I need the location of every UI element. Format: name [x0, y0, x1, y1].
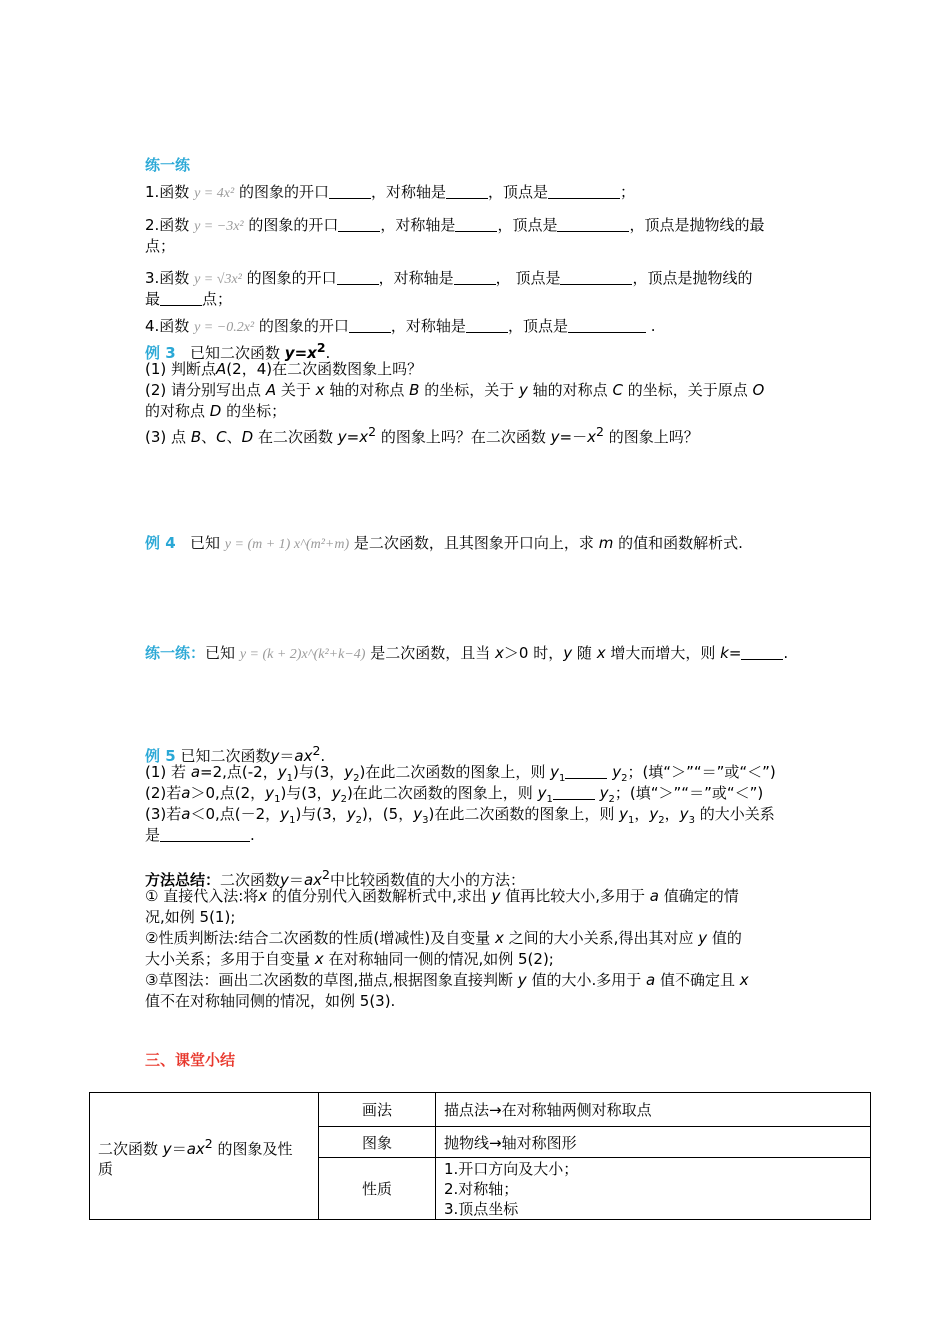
summary-row-head-graph: 图象 [319, 1127, 436, 1158]
formula-q3: y = √3x² [194, 272, 242, 287]
practice-question-2-cont: 点； [145, 237, 176, 255]
property-item: 3.顶点坐标 [444, 1199, 519, 1218]
summary-table [89, 1092, 871, 1220]
example-3-label: 例 3 [145, 344, 176, 362]
property-item: 2.对称轴； [444, 1179, 519, 1198]
method-summary-title: 方法总结：二次函数$y=ax^2$中比较函数值的大小的方法： [145, 867, 525, 889]
formula-q1: y = 4x² [194, 186, 235, 201]
example-3-title: 例 3 已知二次函数 $y=x^2$. [145, 340, 331, 362]
example-5-part-3: (3)若a＜0,点(－2，$y_1$)与(3，$y_2$)，(5，$y_3$)在此二次函数的图象上，则 $y_1$，$y_2$，$y_3$ 的大小关系 [145, 805, 775, 826]
summary-row-head-method: 画法 [319, 1093, 436, 1127]
formula-q2: y = −3x² [194, 219, 244, 234]
method-3: ③草图法：画出二次函数的草图,描点,根据图象直接判断 y 值的大小.多用于 a 值不确定且 x [145, 971, 749, 989]
example-4: 例 4 已知 y = (m + 1) x^(m²+m) 是二次函数，且其图象开口向上，求 m 的值和函数解析式. [145, 534, 743, 552]
practice-question-3: 3.函数 y = √3x² 的图象的开口 ，对称轴是 ， 顶点是 ，顶点是抛物线的 [145, 269, 753, 287]
example-5-label: 例 5 [145, 747, 176, 765]
example-3-part-2: (2) 请分别写出点 A 关于 x 轴的对称点 B 的坐标，关于 y 轴的对称点 C 的坐标，关于原点 O [145, 381, 765, 399]
method-1: ① 直接代入法:将x 的值分别代入函数解析式中,求出 y 值再比较大小,多用于 a 值确定的情 [145, 887, 739, 905]
practice-2-label: 练一练： [145, 644, 206, 662]
practice-question-3-cont: 最 点； [145, 290, 233, 308]
summary-row-content-properties [436, 1158, 871, 1220]
summary-subject-cell: 二次函数 $y=ax^2$ 的图象及性 质 [90, 1093, 319, 1220]
summary-row-content-graph: 抛物线→轴对称图形 [436, 1127, 871, 1158]
example-5-part-2: (2)若a＞0,点(2，$y_1$)与(3，$y_2$)在此二次函数的图象上，则 $y_1$ $y_2$；(填“＞”“＝”或“＜”) [145, 784, 764, 805]
summary-row-head-properties: 性质 [319, 1158, 436, 1220]
example-3-part-1: (1) 判断点A(2，4)在二次函数图象上吗？ [145, 360, 423, 378]
practice-heading: 练一练 [145, 156, 191, 174]
practice-question-2: 2.函数 y = −3x² 的图象的开口 ，对称轴是 ，顶点是 ，顶点是抛物线的最 [145, 216, 765, 234]
summary-heading: 三、课堂小结 [145, 1051, 236, 1069]
formula-example-4: y = (m + 1) x^(m²+m) [224, 537, 350, 552]
method-2-cont: 大小关系；多用于自变量 x 在对称轴同一侧的情况,如例 5(2); [145, 950, 554, 968]
example-3-part-2-cont: 的对称点 D 的坐标； [145, 402, 287, 420]
formula-q4: y = −0.2x² [194, 320, 255, 335]
summary-row-content-method: 描点法→在对称轴两侧对称取点 [436, 1093, 871, 1127]
method-2: ②性质判断法:结合二次函数的性质(增减性)及自变量 x 之间的大小关系,得出其对应 y 值的 [145, 929, 742, 947]
method-3-cont: 值不在对称轴同侧的情况，如例 5(3). [145, 992, 396, 1010]
example-3-part-3: (3) 点 B、C、D 在二次函数 $y=x^2$ 的图象上吗？在二次函数 $y=-x^2$ 的图象上吗？ [145, 424, 699, 446]
example-5-part-3-cont: 是 . [145, 826, 255, 844]
example-5-title: 例 5 已知二次函数$y=ax^2$. [145, 743, 326, 765]
property-item: 1.开口方向及大小； [444, 1159, 579, 1178]
formula-practice-2: y = (k + 2)x^(k²+k−4) [239, 647, 366, 662]
method-summary-label: 方法总结： [145, 871, 221, 889]
example-5-part-1: (1) 若 a=2,点(-2，$y_1$)与(3，$y_2$)在此二次函数的图象上，则 $y_1$ $y_2$；(填“＞”“＝”或“＜”) [145, 763, 776, 784]
practice-question-4: 4.函数 y = −0.2x² 的图象的开口 ，对称轴是 ，顶点是 . [145, 317, 656, 335]
practice-question-1: 1.函数 y = 4x² 的图象的开口 ，对称轴是 ，顶点是 ； [145, 183, 636, 201]
practice-2: 练一练：已知 y = (k + 2)x^(k²+k−4) 是二次函数，且当 x＞0 时，y 随 x 增大而增大，则 k= . [145, 644, 789, 662]
method-1-cont: 况,如例 5(1); [145, 908, 236, 926]
example-4-label: 例 4 [145, 534, 176, 552]
